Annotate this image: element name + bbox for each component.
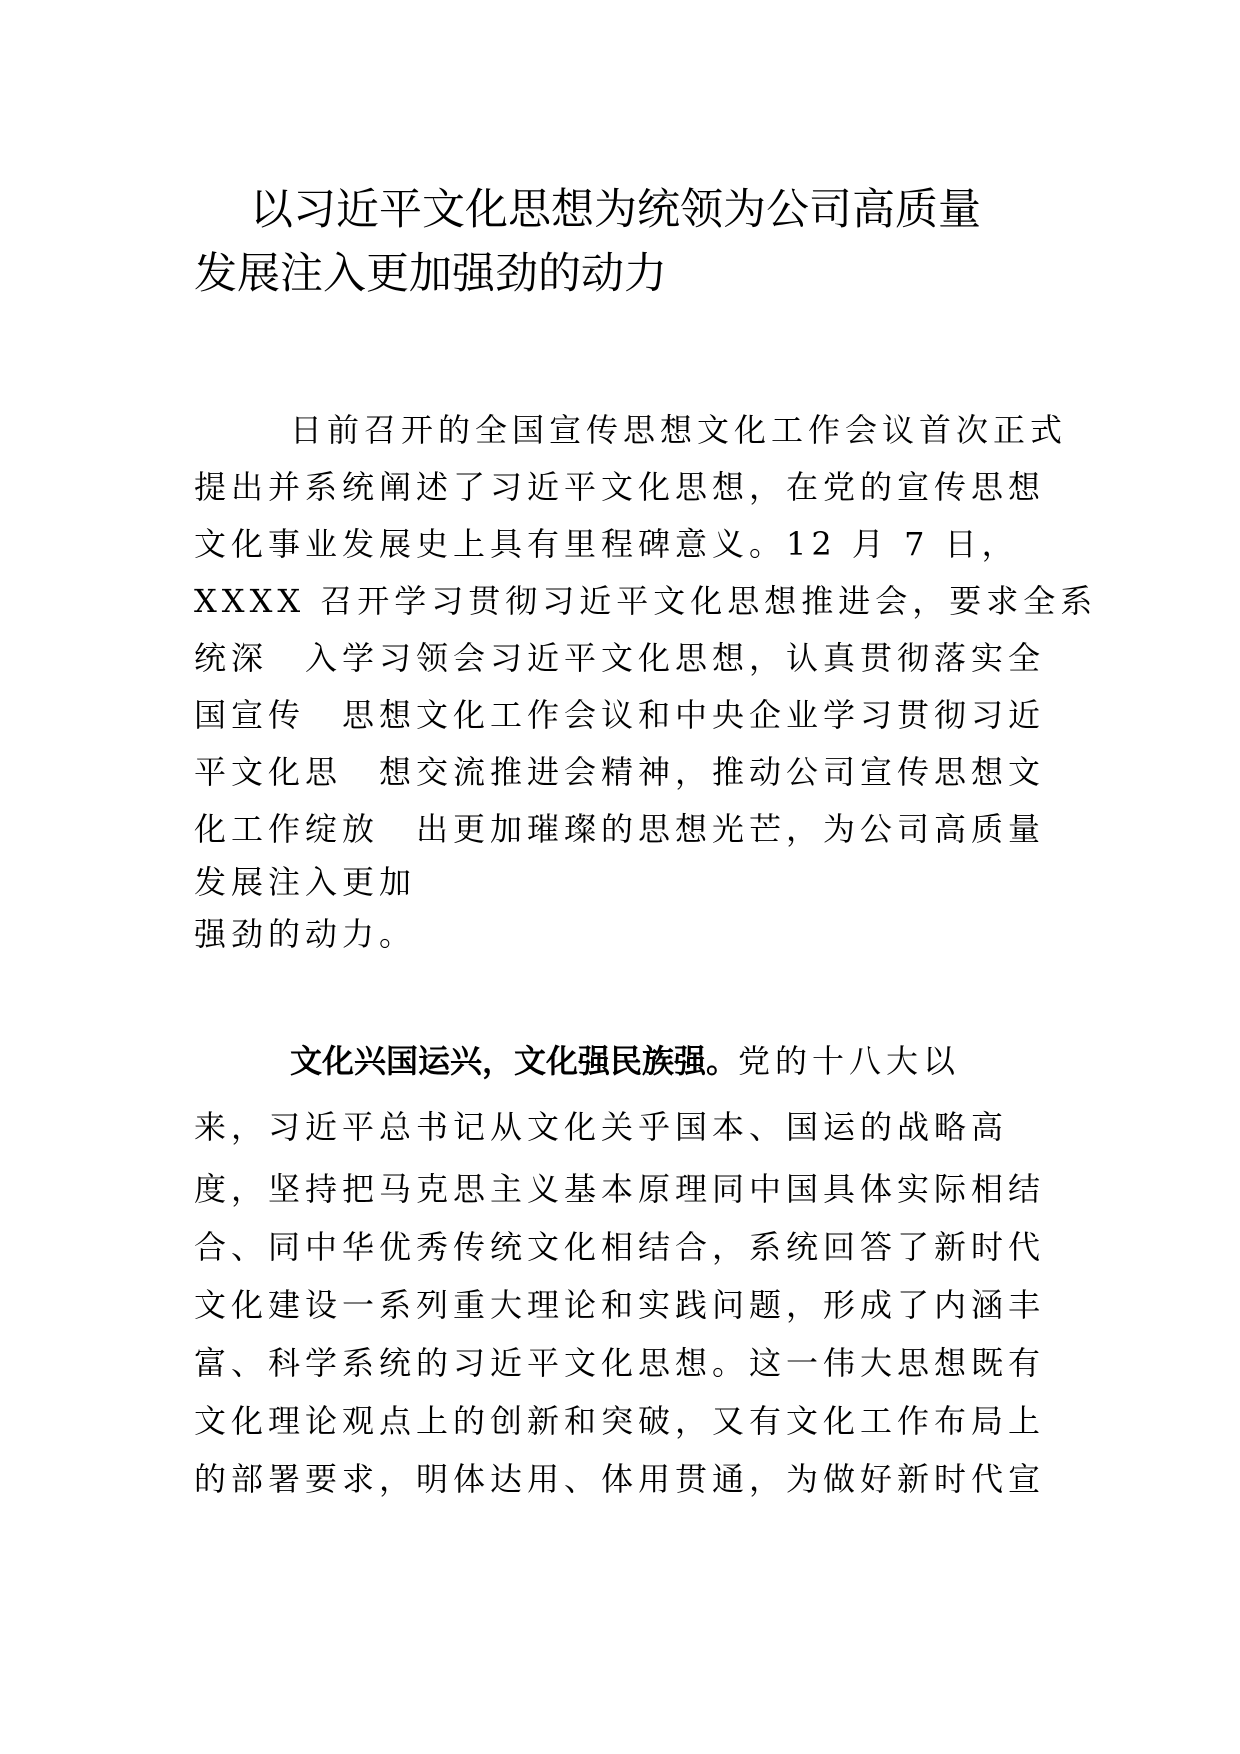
title-line: 发展注入更加强劲的动力 bbox=[194, 249, 667, 299]
paragraph-line: 化工作绽放 出更加璀璨的思想光芒，为公司高质量 bbox=[194, 810, 1046, 848]
paragraph-line: 度，坚持把马克思主义基本原理同中国具体实际相结 bbox=[194, 1170, 1046, 1208]
paragraph-line: 平文化思 想交流推进会精神，推动公司宣传思想文 bbox=[194, 753, 1046, 791]
document-title bbox=[194, 178, 1054, 306]
paragraph-line: 提出并系统阐述了习近平文化思想，在党的宣传思想 bbox=[194, 468, 1046, 506]
paragraph-culture bbox=[194, 1028, 1054, 1508]
paragraph-line: 统深 入学习领会习近平文化思想，认真贯彻落实全 bbox=[194, 639, 1046, 677]
paragraph-line: 强劲的动力。 bbox=[194, 915, 417, 953]
paragraph-line: 国宣传 思想文化工作会议和中央企业学习贯彻习近 bbox=[194, 696, 1046, 734]
paragraph-lead-sentence: 文化兴国运兴，文化强民族强。 bbox=[290, 1042, 739, 1080]
paragraph-line-rest: 党的十八大以 bbox=[738, 1042, 961, 1080]
paragraph-line: 富、科学系统的习近平文化思想。这一伟大思想既有 bbox=[194, 1344, 1046, 1382]
paragraph-first-line bbox=[194, 1028, 1054, 1094]
paragraph-line: 合、同中华优秀传统文化相结合，系统回答了新时代 bbox=[194, 1228, 1046, 1266]
paragraph-line: 来，习近平总书记从文化关乎国本、国运的战略高 bbox=[194, 1108, 1009, 1146]
paragraph-line: 的部署要求，明体达用、体用贯通，为做好新时代宣 bbox=[194, 1460, 1046, 1498]
paragraph-line: 发展注入更加 bbox=[194, 863, 417, 901]
paragraph-intro bbox=[194, 402, 1098, 963]
paragraph-line: 文化事业发展史上具有里程碑意义。12 月 7 日， bbox=[194, 525, 1019, 563]
paragraph-line: XXXX 召开学习贯彻习近平文化思想推进会，要求全系 bbox=[194, 582, 1098, 620]
paragraph-line: 文化建设一系列重大理论和实践问题，形成了内涵丰 bbox=[194, 1286, 1046, 1324]
paragraph-line: 日前召开的全国宣传思想文化工作会议首次正式 bbox=[290, 411, 1068, 449]
title-line: 以习近平文化思想为统领为公司高质量 bbox=[250, 185, 981, 235]
paragraph-line: 文化理论观点上的创新和突破，又有文化工作布局上 bbox=[194, 1402, 1046, 1440]
